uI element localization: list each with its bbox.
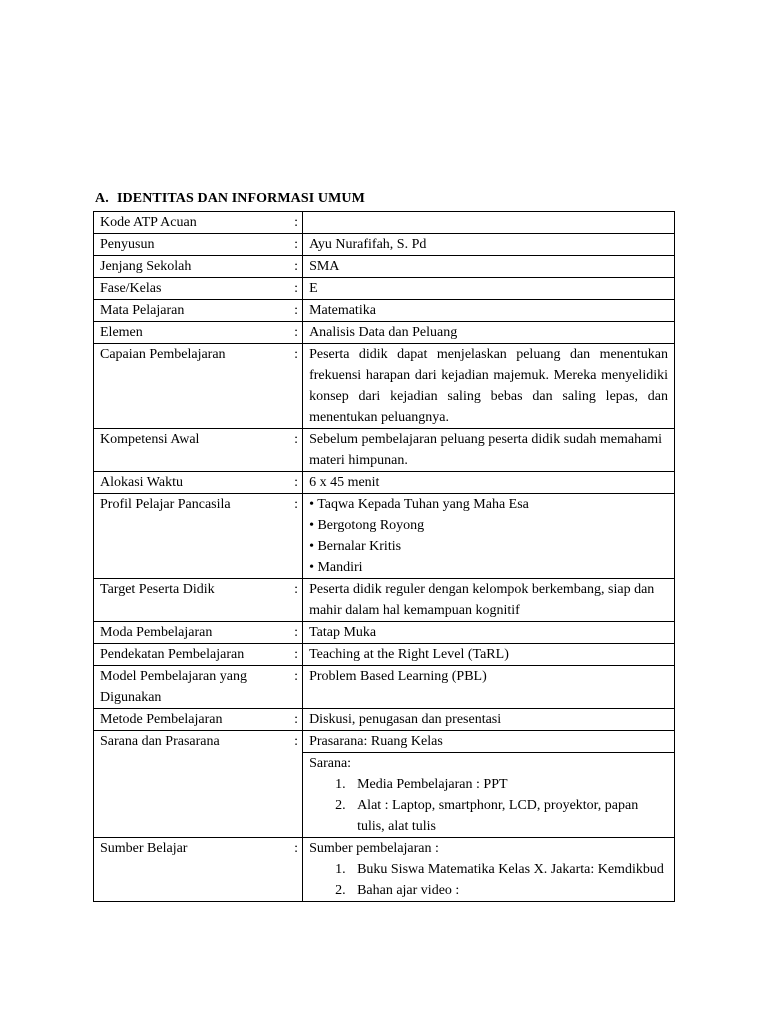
section-number: A. — [95, 191, 109, 206]
row-colon: : — [292, 731, 303, 838]
sarana-list — [309, 774, 668, 837]
row-label: Jenjang Sekolah — [94, 256, 293, 278]
row-colon: : — [292, 709, 303, 731]
table-row — [94, 579, 675, 622]
table-row — [94, 278, 675, 300]
section-title: IDENTITAS DAN INFORMASI UMUM — [117, 191, 365, 206]
row-label: Elemen — [94, 322, 293, 344]
row-value: SMA — [303, 256, 675, 278]
row-value: Tatap Muka — [303, 622, 675, 644]
list-item — [335, 880, 668, 901]
row-label: Moda Pembelajaran — [94, 622, 293, 644]
table-row — [94, 494, 675, 579]
list-item: • Bergotong Royong — [309, 518, 425, 533]
table-row — [94, 429, 675, 472]
list-text: Bahan ajar video : — [357, 883, 460, 898]
table-row — [94, 300, 675, 322]
row-colon: : — [292, 838, 303, 902]
table-row — [94, 731, 675, 753]
sarana-cell — [303, 753, 675, 838]
list-item — [335, 795, 668, 837]
table-row — [94, 622, 675, 644]
table-row — [94, 666, 675, 709]
list-item: • Bernalar Kritis — [309, 539, 402, 554]
table-row — [94, 234, 675, 256]
row-value: Prasarana: Ruang Kelas — [303, 731, 675, 753]
row-value: Peserta didik dapat menjelaskan peluang dan menentukan frekuensi harapan dari kejadian majemuk. Mereka menyelidiki konsep dari kejadian saling bebas dan saling lepas, dan menentukan peluangnya. — [303, 344, 675, 429]
sumber-title: Sumber pembelajaran : — [309, 841, 439, 856]
row-value: Diskusi, penugasan dan presentasi — [303, 709, 675, 731]
row-colon: : — [292, 278, 303, 300]
row-colon: : — [292, 666, 303, 709]
table-row — [94, 709, 675, 731]
row-value: Problem Based Learning (PBL) — [303, 666, 675, 709]
row-label: Kompetensi Awal — [94, 429, 293, 472]
row-label: Alokasi Waktu — [94, 472, 293, 494]
row-value: Analisis Data dan Peluang — [303, 322, 675, 344]
sumber-cell — [303, 838, 675, 902]
table-row — [94, 212, 675, 234]
row-label: Kode ATP Acuan — [94, 212, 293, 234]
table-row — [94, 472, 675, 494]
list-item: • Mandiri — [309, 560, 363, 575]
profile-list — [303, 494, 675, 579]
row-label: Fase/Kelas — [94, 278, 293, 300]
sarana-title: Sarana: — [309, 756, 352, 771]
list-number: 1. — [335, 777, 346, 792]
row-colon: : — [292, 300, 303, 322]
list-number: 1. — [335, 862, 346, 877]
row-colon: : — [292, 622, 303, 644]
row-value: Teaching at the Right Level (TaRL) — [303, 644, 675, 666]
row-colon: : — [292, 212, 303, 234]
row-label: Target Peserta Didik — [94, 579, 293, 622]
row-label: Model Pembelajaran yang Digunakan — [94, 666, 293, 709]
list-item: • Taqwa Kepada Tuhan yang Maha Esa — [309, 497, 529, 512]
row-colon: : — [292, 256, 303, 278]
row-label: Sumber Belajar — [94, 838, 293, 902]
row-label: Mata Pelajaran — [94, 300, 293, 322]
row-colon: : — [292, 579, 303, 622]
row-colon: : — [292, 322, 303, 344]
row-value: 6 x 45 menit — [303, 472, 675, 494]
identity-table — [93, 211, 675, 902]
row-label: Penyusun — [94, 234, 293, 256]
row-colon: : — [292, 472, 303, 494]
row-colon: : — [292, 429, 303, 472]
list-number: 2. — [335, 798, 346, 813]
table-row — [94, 256, 675, 278]
row-label: Sarana dan Prasarana — [94, 731, 293, 838]
row-value: Peserta didik reguler dengan kelompok berkembang, siap dan mahir dalam hal kemampuan kognitif — [303, 579, 675, 622]
row-value — [303, 212, 675, 234]
row-colon: : — [292, 644, 303, 666]
row-label: Pendekatan Pembelajaran — [94, 644, 293, 666]
section-heading — [95, 191, 365, 207]
row-colon: : — [292, 344, 303, 429]
table-row — [94, 322, 675, 344]
row-label: Capaian Pembelajaran — [94, 344, 293, 429]
row-value: Ayu Nurafifah, S. Pd — [303, 234, 675, 256]
row-label: Profil Pelajar Pancasila — [94, 494, 293, 579]
list-text: Media Pembelajaran : PPT — [357, 777, 508, 792]
list-item — [335, 774, 668, 795]
row-colon: : — [292, 234, 303, 256]
row-value: E — [303, 278, 675, 300]
sumber-list — [309, 859, 668, 901]
list-text: Buku Siswa Matematika Kelas X. Jakarta: Kemdikbud — [357, 862, 664, 877]
list-text: Alat : Laptop, smartphonr, LCD, proyektor, papan tulis, alat tulis — [357, 798, 639, 834]
list-item — [335, 859, 668, 880]
row-value: Matematika — [303, 300, 675, 322]
row-value: Sebelum pembelajaran peluang peserta didik sudah memahami materi himpunan. — [303, 429, 675, 472]
row-colon: : — [292, 494, 303, 579]
row-label: Metode Pembelajaran — [94, 709, 293, 731]
table-row — [94, 838, 675, 902]
table-row — [94, 644, 675, 666]
table-row — [94, 344, 675, 429]
list-number: 2. — [335, 883, 346, 898]
